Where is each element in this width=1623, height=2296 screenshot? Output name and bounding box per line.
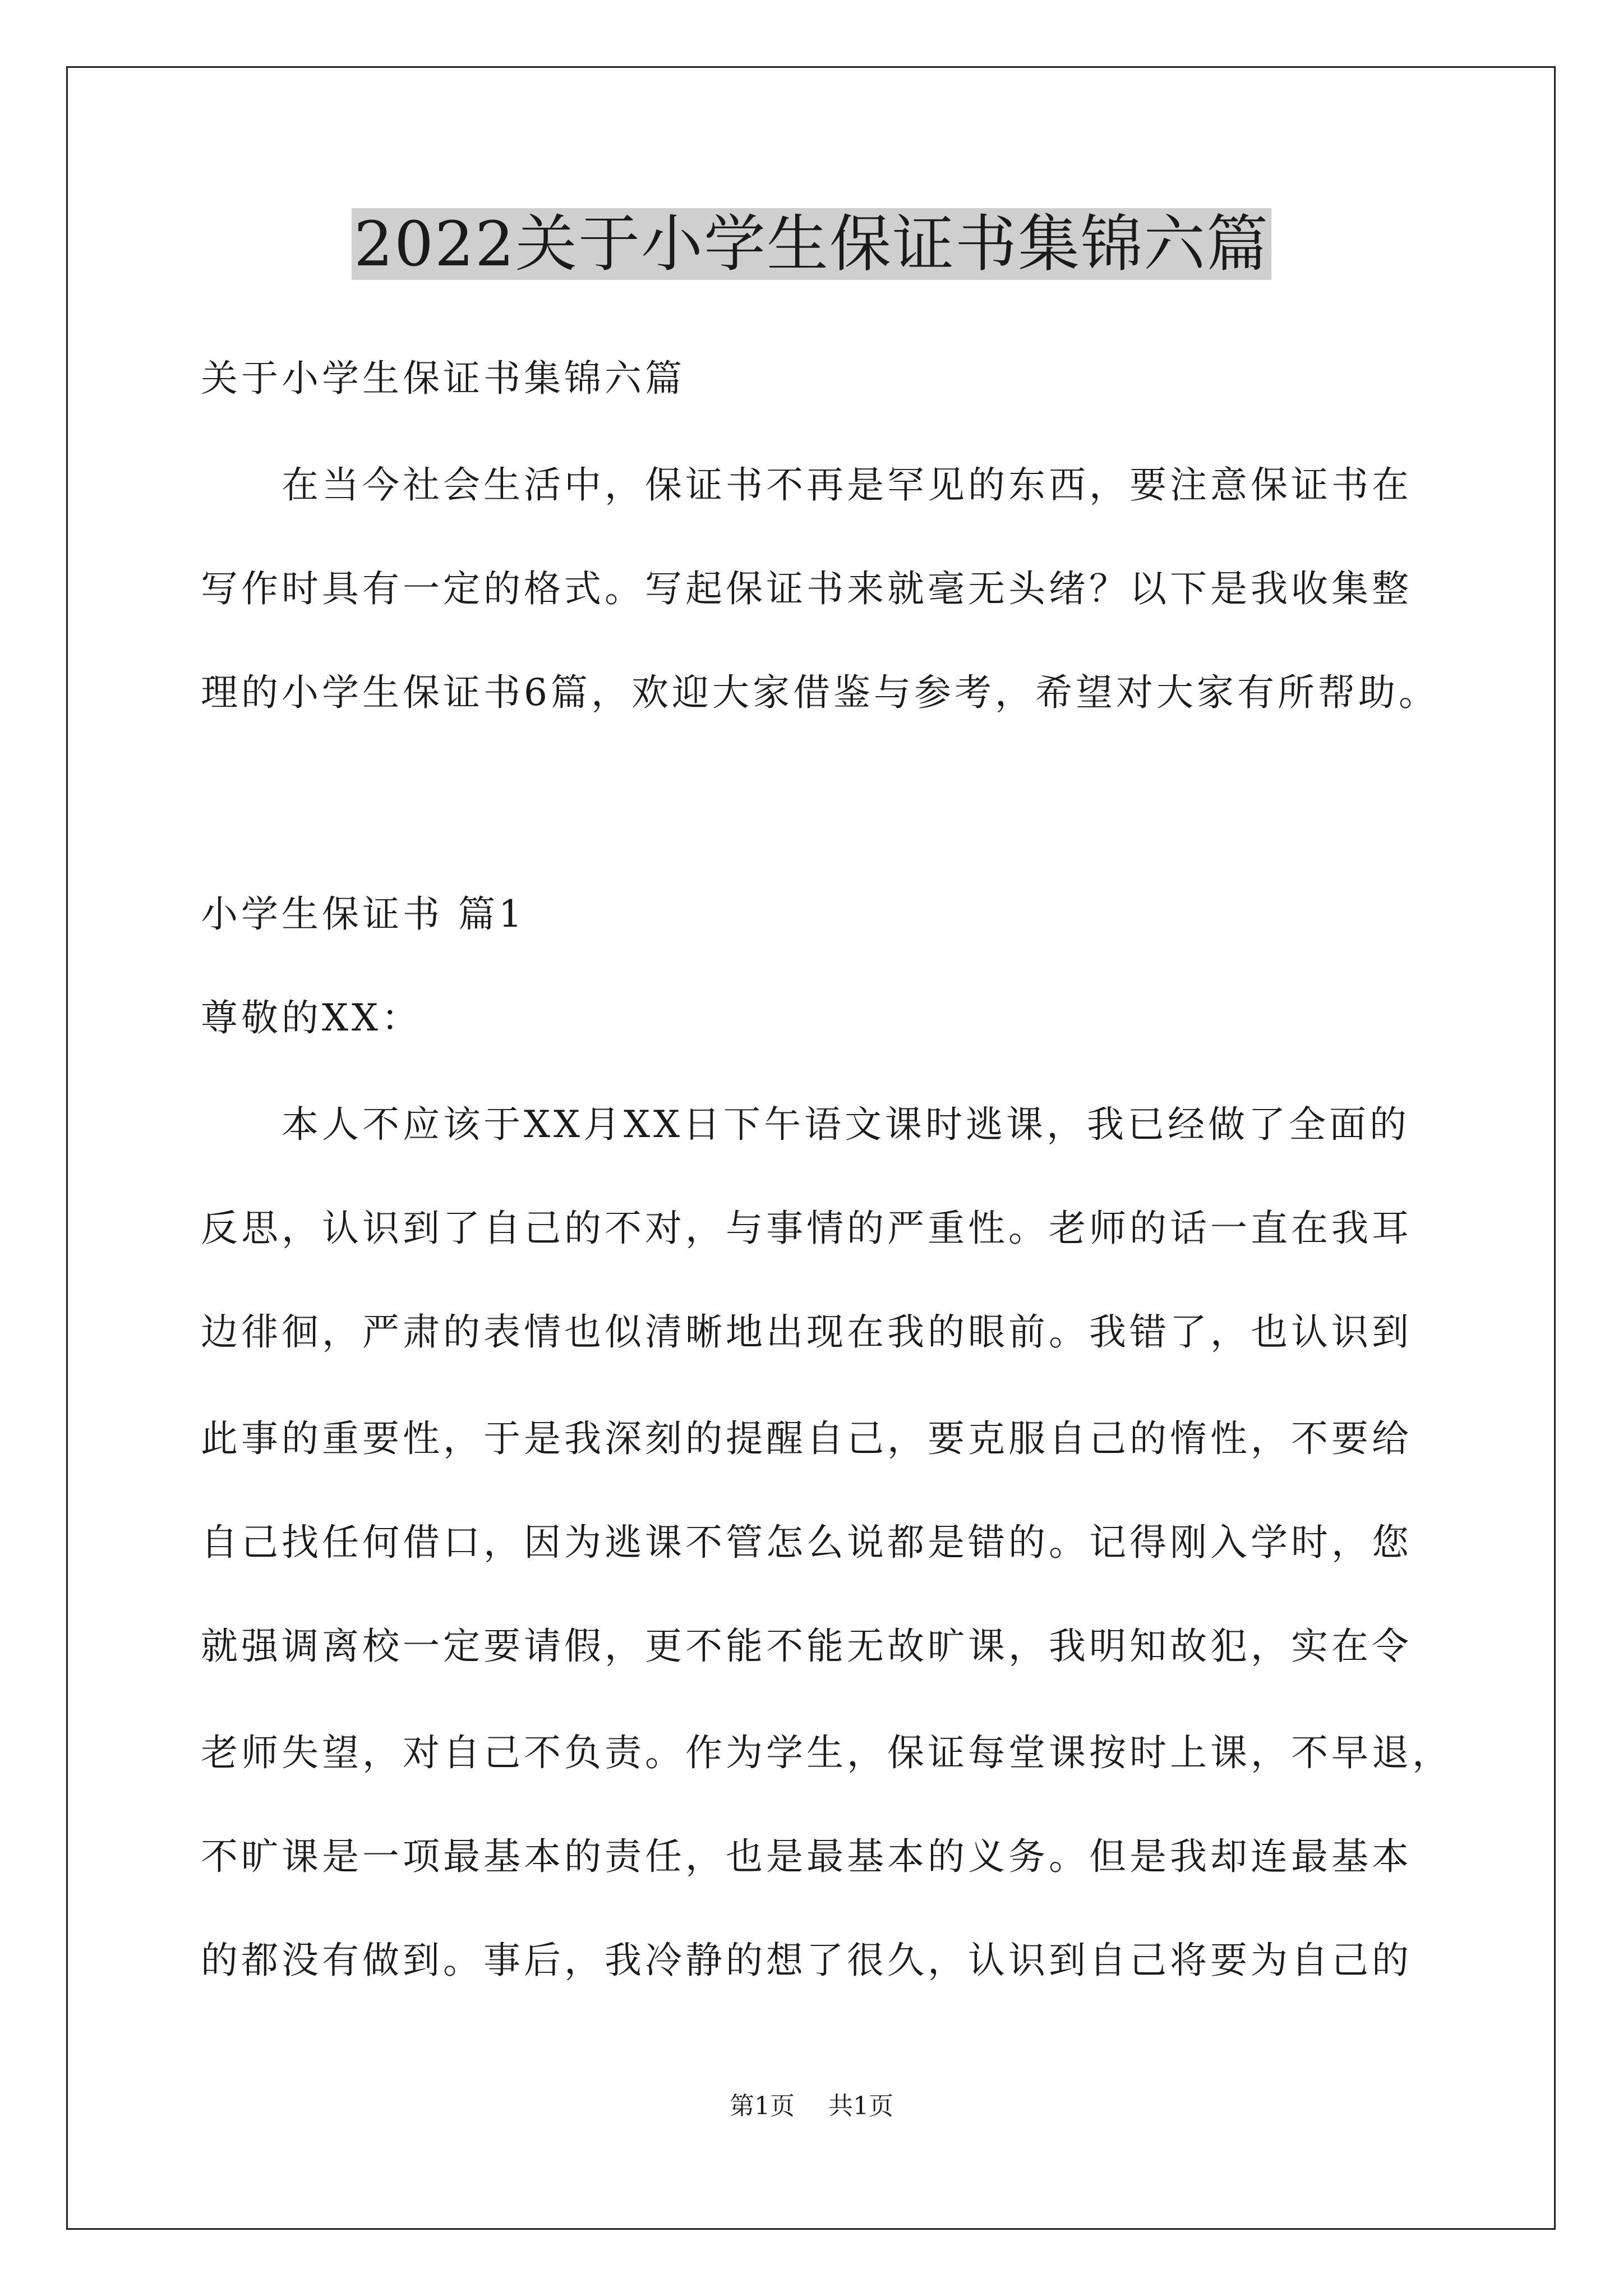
document-title-text: 2022关于小学生保证书集锦六篇 bbox=[352, 208, 1271, 280]
intro-line-1: 在当今社会生活中，保证书不再是罕见的东西，要注意保证书在 bbox=[201, 463, 1412, 507]
page-footer bbox=[0, 2090, 1623, 2123]
body-line-2: 反思，认识到了自己的不对，与事情的严重性。老师的话一直在我耳 bbox=[201, 1207, 1412, 1250]
body-line-5: 自己找任何借口，因为逃课不管怎么说都是错的。记得刚入学时，您 bbox=[201, 1521, 1412, 1564]
body-line-3: 边徘徊，严肃的表情也似清晰地出现在我的眼前。我错了，也认识到 bbox=[201, 1310, 1412, 1354]
section-heading: 小学生保证书 篇1 bbox=[201, 892, 525, 936]
body-line-7: 老师失望，对自己不负责。作为学生，保证每堂课按时上课，不早退， bbox=[201, 1731, 1453, 1774]
body-line-8: 不旷课是一项最基本的责任，也是最基本的义务。但是我却连最基本 bbox=[201, 1835, 1412, 1878]
intro-line-3: 理的小学生保证书6篇，欢迎大家借鉴与参考，希望对大家有所帮助。 bbox=[201, 671, 1439, 714]
intro-line-2: 写作时具有一定的格式。写起保证书来就毫无头绪？以下是我收集整 bbox=[201, 567, 1412, 610]
body-line-9: 的都没有做到。事后，我冷静的想了很久，认识到自己将要为自己的 bbox=[201, 1939, 1412, 1982]
body-line-6: 就强调离校一定要请假，更不能不能无故旷课，我明知故犯，实在令 bbox=[201, 1625, 1412, 1668]
document-subtitle: 关于小学生保证书集锦六篇 bbox=[201, 357, 685, 400]
page-number: 第1页 bbox=[730, 2092, 795, 2120]
page-total: 共1页 bbox=[828, 2092, 893, 2120]
body-line-4: 此事的重要性，于是我深刻的提醒自己，要克服自己的惰性，不要给 bbox=[201, 1417, 1412, 1460]
document-title bbox=[0, 202, 1623, 286]
body-line-1: 本人不应该于XX月XX日下午语文课时逃课，我已经做了全面的 bbox=[201, 1103, 1410, 1146]
salutation: 尊敬的XX： bbox=[201, 996, 422, 1039]
